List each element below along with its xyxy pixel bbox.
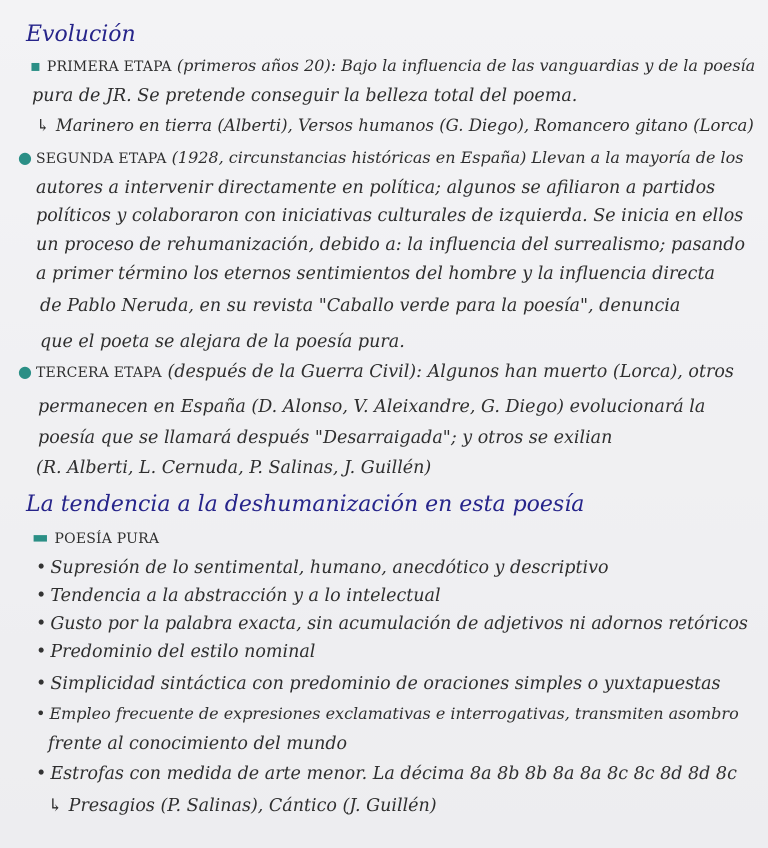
- bullet-dot-icon: •: [36, 558, 47, 578]
- bullet-dot-icon: •: [36, 674, 47, 694]
- list-item: • Empleo frecuente de expresiones exclamativas e interrogativas, transmiten asombro: [36, 704, 739, 723]
- arrow-right-icon: ↳: [36, 116, 50, 135]
- stage-2-line-3: políticos y colaboraron con iniciativas culturales de izquierda. Se inicia en ellos: [36, 206, 744, 226]
- bullet-dot-icon: •: [36, 586, 47, 606]
- list-item: • Gusto por la palabra exacta, sin acumulación de adjetivos ni adornos retóricos: [36, 614, 748, 634]
- stage-2-line-1: ● SEGUNDA ETAPA (1928, circunstancias históricas en España) Llevan a la mayoría de los: [18, 148, 744, 167]
- stage-1-examples: ↳ Marinero en tierra (Alberti), Versos humanos (G. Diego), Romancero gitano (Lorca): [36, 116, 754, 135]
- list-item: • Simplicidad sintáctica con predominio de oraciones simples o yuxtapuestas: [36, 674, 721, 694]
- stage-3-line-3: poesía que se llamará después "Desarraigada"; y otros se exilian: [38, 428, 613, 448]
- bullet-dot-icon: •: [36, 704, 46, 723]
- bullet-dot-icon: ●: [18, 148, 32, 167]
- list-item: • Estrofas con medida de arte menor. La décima 8a 8b 8b 8a 8a 8c 8c 8d 8d 8c: [36, 764, 737, 784]
- stage-1-line-2: pura de JR. Se pretende conseguir la belleza total del poema.: [32, 86, 578, 106]
- pura-examples: ↳ Presagios (P. Salinas), Cántico (J. Guillén): [48, 796, 437, 816]
- bullet-dot-icon: •: [36, 642, 47, 662]
- list-item-continuation: frente al conocimiento del mundo: [48, 734, 348, 754]
- stage-2-line-7: que el poeta se alejara de la poesía pura.: [40, 332, 405, 352]
- section-title-evolucion: Evolución: [26, 22, 136, 47]
- stage-2-line-4: un proceso de rehumanización, debido a: la influencia del surrealismo; pasando: [36, 235, 745, 255]
- section-title-deshumanizacion: La tendencia a la deshumanización en esta poesía: [26, 492, 585, 517]
- stage-3-line-1: ● TERCERA ETAPA (después de la Guerra Civil): Algunos han muerto (Lorca), otros: [18, 362, 734, 382]
- dash-bullet-icon: ▬: [32, 528, 49, 548]
- stage-2-line-5: a primer término los eternos sentimientos del hombre y la influencia directa: [36, 264, 715, 284]
- stage-1-line-1: ▪ PRIMERA ETAPA (primeros años 20): Bajo la influencia de las vanguardias y de la poesía: [30, 56, 756, 75]
- poesia-pura-heading: ▬ POESÍA PURA: [32, 528, 160, 548]
- bullet-dot-icon: •: [36, 614, 47, 634]
- stage-3-line-2: permanecen en España (D. Alonso, V. Aleixandre, G. Diego) evolucionará la: [38, 397, 706, 417]
- stage-2-line-2: autores a intervenir directamente en política; algunos se afiliaron a partidos: [36, 178, 716, 198]
- bullet-dot-icon: •: [36, 764, 47, 784]
- stage-2-line-6: de Pablo Neruda, en su revista "Caballo verde para la poesía", denuncia: [40, 296, 681, 316]
- dash-bullet-icon: ▪: [30, 56, 41, 75]
- list-item: • Predominio del estilo nominal: [36, 642, 316, 662]
- stage-3-line-4: (R. Alberti, L. Cernuda, P. Salinas, J. Guillén): [36, 458, 432, 478]
- arrow-right-icon: ↳: [48, 796, 63, 816]
- bullet-dot-icon: ●: [18, 362, 32, 381]
- list-item: • Tendencia a la abstracción y a lo intelectual: [36, 586, 441, 606]
- list-item: • Supresión de lo sentimental, humano, anecdótico y descriptivo: [36, 558, 609, 578]
